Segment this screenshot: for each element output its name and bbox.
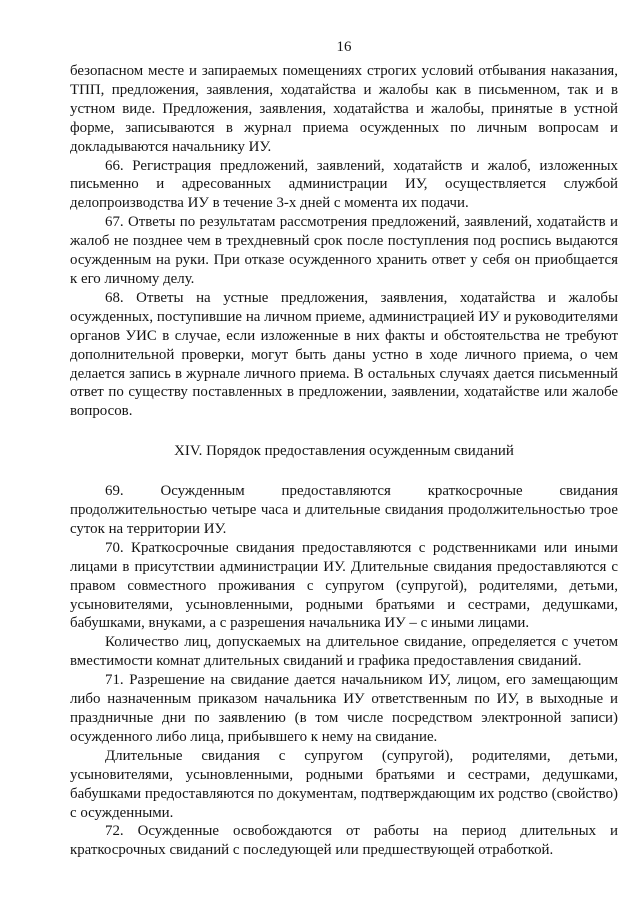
paragraph-68: 68. Ответы на устные предложения, заявления, ходатайства и жалобы осужденных, поступившие на личном приеме, администрацией ИУ и руководителями органов УИС в случае, если изложенные в них факты и обстоятельства не требуют дополнительной проверки, могут быть даны устно в ходе личного приема, о чем делается запись в журнале личного приема. В остальных случаях дается письменный ответ по существу поставленных в предложении, заявлении, ходатайстве или жалобе вопросов. — [70, 289, 618, 420]
paragraph-72: 72. Осужденные освобождаются от работы на период длительных и краткосрочных свиданий с последующей или предшествующей отработкой. — [70, 823, 618, 859]
paragraph-70: 70. Краткосрочные свидания предоставляются с родственниками или иными лицами в присутствии администрации ИУ. Длительные свидания предоставляются с правом совместного проживания с супругом (супругой), родителями, детьми, усыновителями, усыновленными, родными братьями и сестрами, дедушками, бабушками, внуками, а с разрешения начальника ИУ – с иными лицами. — [70, 539, 618, 632]
paragraph-66: 66. Регистрация предложений, заявлений, ходатайств и жалоб, изложенных письменно и адресованных администрации ИУ, осуществляется службой делопроизводства ИУ в течение 3-х дней с момента их подачи. — [70, 157, 618, 212]
page-number: 16 — [336, 39, 352, 55]
section-title: XIV. Порядок предоставления осужденным свиданий — [174, 443, 514, 460]
paragraph-71-long-visits: Длительные свидания с супругом (супругой), родителями, детьми, усыновителями, усыновленными, родными братьями и сестрами, дедушками, бабушками предоставляются по документам, подтверждающим их родство (свойство) с осужденными. — [70, 747, 618, 821]
paragraph-67: 67. Ответы по результатам рассмотрения предложений, заявлений, ходатайств и жалоб не позднее чем в трехдневный срок после поступления под роспись выдаются осужденным на руки. При отказе осужденного хранить ответ у себя он приобщается к его личному делу. — [70, 214, 618, 287]
paragraph-70-guests: Количество лиц, допускаемых на длительное свидание, определяется с учетом вместимости комнат длительных свиданий и графика предоставления свиданий. — [70, 634, 618, 670]
paragraph-71: 71. Разрешение на свидание дается начальником ИУ, лицом, его замещающим либо назначенным приказом начальника ИУ ответственным по ИУ, в выходные и праздничные дни по заявлению (в том числе посредством электронной записи) осужденного либо лица, прибывшего к нему на свидание. — [70, 672, 618, 745]
paragraph-69: 69. Осужденным предоставляются краткосрочные свидания продолжительностью четыре часа и длительные свидания продолжительностью трое суток на территории ИУ. — [70, 483, 618, 537]
document-page — [70, 38, 618, 888]
paragraph-continuation: безопасном месте и запираемых помещениях строгих условий отбывания наказания, ТПП, предложения, заявления, ходатайства и жалобы как в письменном, так и в устном виде. Предложения, заявления, ходатайства и жалобы, принятые в устной форме, записываются в журнал приема осужденных по личным вопросам и докладываются начальнику ИУ. — [70, 63, 618, 155]
